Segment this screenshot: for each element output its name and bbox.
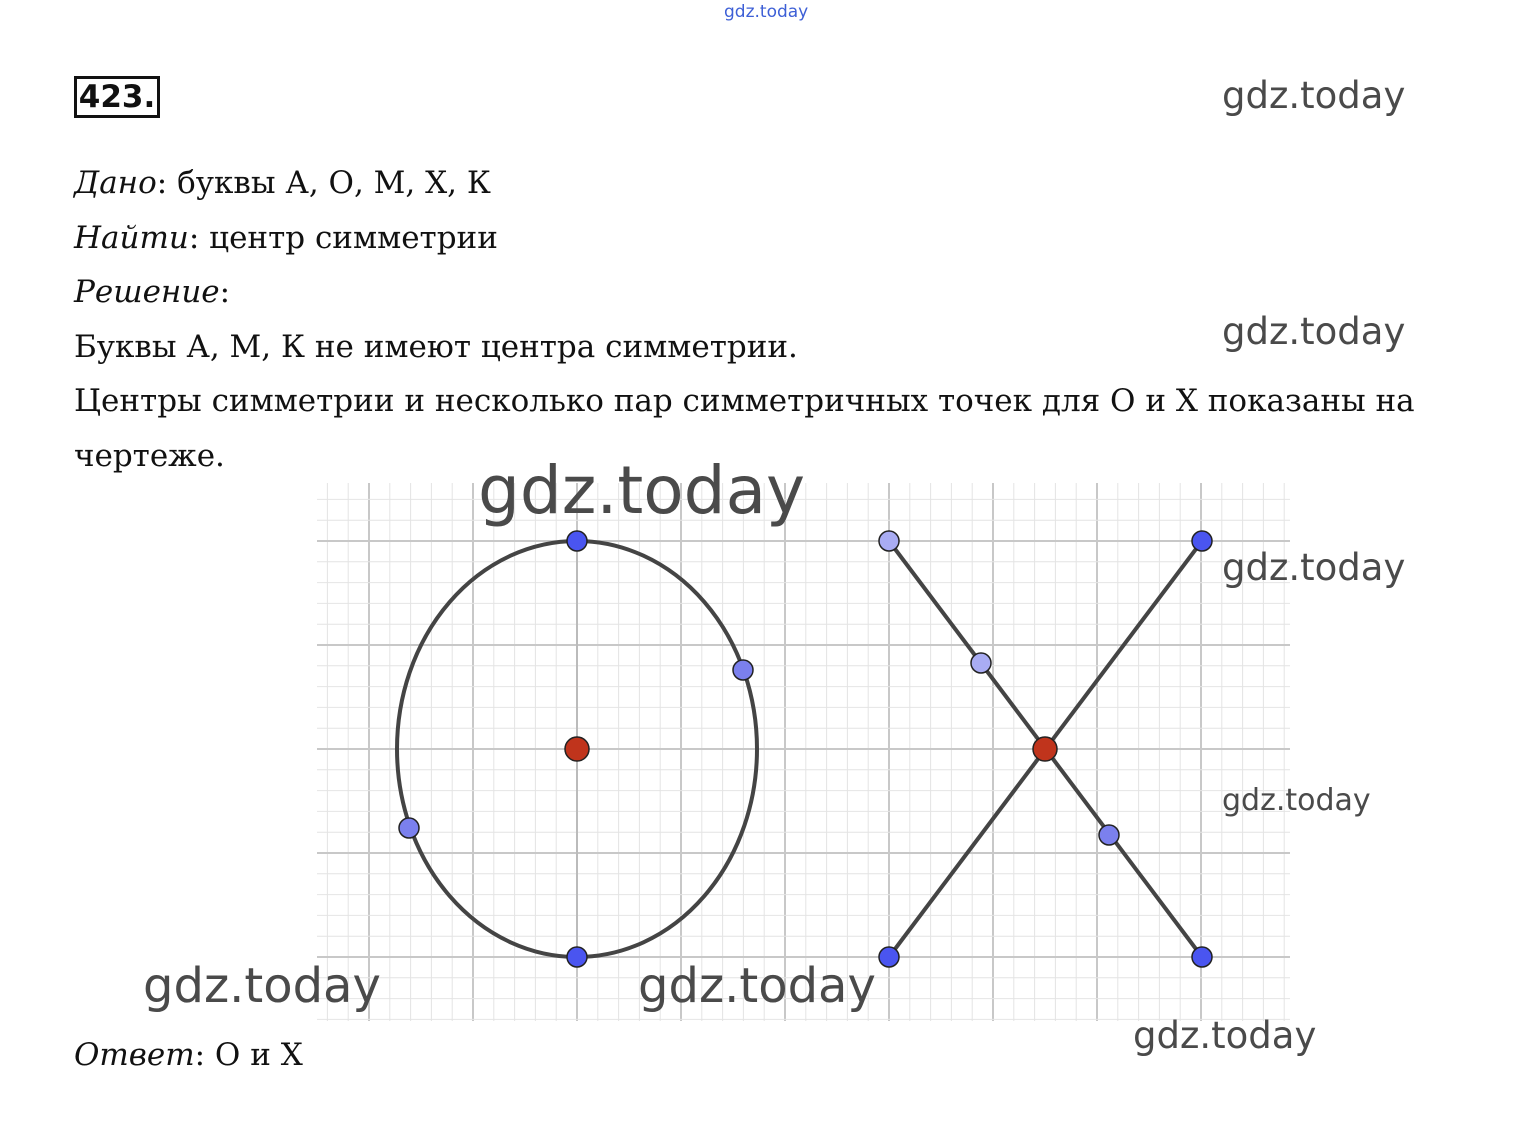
find-label: Найти	[74, 220, 189, 256]
watermark: gdz.today	[638, 958, 876, 1014]
statement-2-line-1: Центры симметрии и несколько пар симметричных точек для О и Х показаны на	[74, 383, 1415, 419]
watermark: gdz.today	[1133, 1014, 1317, 1057]
x-point-top-right	[1192, 531, 1212, 551]
watermark: gdz.today	[1222, 74, 1406, 117]
given-sep: :	[156, 165, 178, 201]
watermark: gdz.today	[1222, 546, 1406, 589]
task-number: 423.	[74, 76, 160, 118]
o-point-right	[733, 660, 753, 680]
solution-label: Решение	[74, 274, 220, 310]
o-point-bottom	[567, 947, 587, 967]
x-point-lower-mid	[1099, 825, 1119, 845]
o-point-left	[399, 818, 419, 838]
answer-label: Ответ	[74, 1037, 195, 1073]
statement-1: Буквы А, М, К не имеют центра симметрии.	[74, 329, 798, 365]
grid	[317, 483, 1290, 1021]
given-text: буквы А, О, М, Х, К	[177, 165, 491, 201]
x-point-top-left	[879, 531, 899, 551]
x-point-bottom-right	[1192, 947, 1212, 967]
x-center-point	[1033, 737, 1057, 761]
answer-sep: :	[194, 1037, 215, 1073]
answer-text: О и Х	[214, 1037, 303, 1073]
watermark: gdz.today	[143, 958, 381, 1014]
x-point-bottom-left	[879, 947, 899, 967]
given-label: Дано	[74, 165, 157, 201]
solution-sep: :	[219, 274, 231, 310]
x-point-upper-mid	[971, 653, 991, 673]
o-center-point	[565, 737, 589, 761]
watermark: gdz.today	[478, 452, 806, 529]
find-sep: :	[188, 220, 210, 256]
statement-2-line-2: чертеже.	[74, 438, 225, 474]
o-point-top	[567, 531, 587, 551]
answer-line	[74, 1036, 303, 1074]
watermark: gdz.today	[1222, 783, 1371, 818]
watermark: gdz.today	[1222, 310, 1406, 353]
find-text: центр симметрии	[209, 220, 498, 256]
watermark-top: gdz.today	[724, 2, 809, 22]
